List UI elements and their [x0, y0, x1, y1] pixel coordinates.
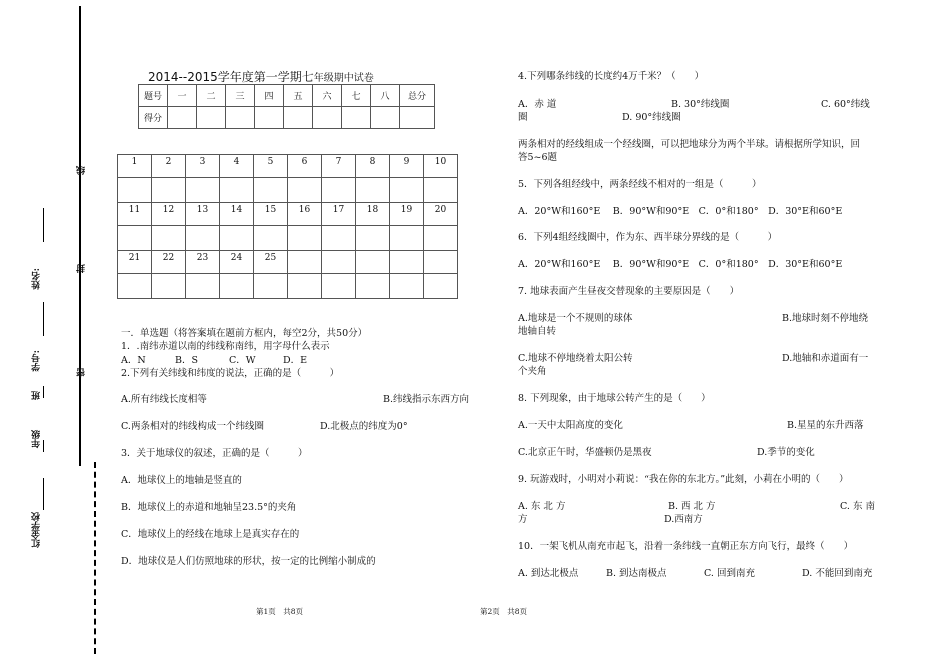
grid-number: 6	[288, 155, 322, 178]
answer-box[interactable]	[254, 178, 288, 203]
q7-option-d: D.地轴和赤道面有一	[782, 353, 869, 364]
q6-options: A．20°W和160°E B．90°W和90°E C．0°和180° D．30°E和60°E	[518, 259, 843, 270]
question-5: 5．下列各组经线中，两条经线不相对的一组是（ ）	[518, 179, 762, 190]
score-head-cell: 总分	[400, 85, 435, 107]
answer-box[interactable]	[118, 178, 152, 203]
q4-option-c-wrap: 圈	[518, 112, 528, 123]
q1-option-b: B．S	[175, 355, 198, 366]
grid-number: 19	[390, 203, 424, 226]
grid-number: 7	[322, 155, 356, 178]
seal-label-mi: 密	[77, 368, 87, 377]
name-label: 姓名:	[32, 268, 42, 290]
answer-box[interactable]	[356, 226, 390, 251]
q10-option-c: C. 回到南充	[704, 568, 755, 579]
grid-number: 1	[118, 155, 152, 178]
answer-box[interactable]	[288, 178, 322, 203]
answer-box[interactable]	[424, 226, 458, 251]
answer-box[interactable]	[186, 274, 220, 299]
score-cell	[342, 107, 371, 129]
q2-option-d: D.北极点的纬度为0°	[320, 421, 408, 432]
grid-number: 17	[322, 203, 356, 226]
q1-option-c: C．W	[229, 355, 256, 366]
score-head-cell: 题号	[139, 85, 168, 107]
q9-option-c: C. 东 南	[840, 501, 875, 512]
question-7: 7. 地球表面产生昼夜交替现象的主要原因是（ ）	[518, 286, 740, 297]
score-head-cell: 八	[371, 85, 400, 107]
page-footer-1: 第1页 共8页	[256, 607, 304, 616]
question-3: 3．关于地球仪的叙述，正确的是（ ）	[121, 448, 308, 459]
question-9: 9. 玩游戏时，小明对小莉说：“我在你的东北方。”此刻，小莉在小明的（ ）	[518, 474, 849, 485]
question-6: 6．下列4组经线圈中，作为东、西半球分界线的是（ ）	[518, 232, 778, 243]
q8-option-c: C.北京正午时，华盛顿仍是黑夜	[518, 447, 652, 458]
grade-label: 年级	[32, 430, 42, 448]
score-head-cell: 七	[342, 85, 371, 107]
q4-option-b: B. 30°纬线圈	[671, 99, 730, 110]
grid-number: 11	[118, 203, 152, 226]
q7-option-b-wrap: 地轴自转	[518, 326, 557, 337]
answer-box[interactable]	[152, 226, 186, 251]
score-head-cell: 六	[313, 85, 342, 107]
q2-option-a: A.所有纬线长度相等	[121, 394, 207, 405]
q4-option-d: D. 90°纬线圈	[622, 112, 681, 123]
answer-box-empty	[288, 274, 322, 299]
q3-option-b: B．地球仪上的赤道和地轴呈23.5°的夹角	[121, 502, 297, 513]
exam-title-sub: 年级期中试卷	[313, 73, 374, 84]
question-8: 8. 下列现象，由于地球公转产生的是（ ）	[518, 393, 711, 404]
q9-option-a: A. 东 北 方	[518, 501, 566, 512]
score-head-cell: 二	[197, 85, 226, 107]
grid-number: 9	[390, 155, 424, 178]
answer-box[interactable]	[152, 274, 186, 299]
q4-option-c: C. 60°纬线	[821, 99, 870, 110]
answer-box[interactable]	[390, 226, 424, 251]
grid-number-empty	[288, 251, 322, 274]
page-footer-2: 第2页 共8页	[480, 607, 528, 616]
q4-option-a: A．赤 道	[518, 99, 557, 110]
score-table	[138, 84, 435, 129]
answer-box[interactable]	[356, 178, 390, 203]
answer-box[interactable]	[118, 226, 152, 251]
score-cell	[255, 107, 284, 129]
answer-box[interactable]	[118, 274, 152, 299]
score-head-cell: 五	[284, 85, 313, 107]
exam-title-main: 2014--2015学年度第一学期七	[148, 70, 314, 84]
question-1-number: 1．.南纬	[121, 341, 159, 352]
q8-option-d: D.季节的变化	[757, 447, 815, 458]
score-head-cell: 一	[168, 85, 197, 107]
q9-option-b: B. 西 北 方	[668, 501, 716, 512]
score-cell	[226, 107, 255, 129]
q3-option-d: D．地球仪是人们仿照地球的形状，按一定的比例缩小制成的	[121, 556, 376, 567]
q5-options: A．20°W和160°E B．90°W和90°E C．0°和180° D．30°E和60°E	[518, 206, 843, 217]
grid-number: 18	[356, 203, 390, 226]
student-number-blank	[43, 302, 44, 336]
grid-number: 2	[152, 155, 186, 178]
class-blank	[43, 386, 44, 398]
q7-option-b: B.地球时刻不停地绕	[782, 313, 869, 324]
q3-option-a: A．地球仪上的地轴是竖直的	[121, 475, 242, 486]
q10-option-a: A. 到达北极点	[518, 568, 579, 579]
score-cell	[284, 107, 313, 129]
q7-option-c: C.地球不停地绕着太阳公转	[518, 353, 633, 364]
answer-grid	[117, 154, 458, 299]
grade-blank	[43, 440, 44, 452]
grid-number-empty	[390, 251, 424, 274]
q2-option-c: C.两条相对的纬线构成一个纬线圈	[121, 421, 264, 432]
grid-number: 24	[220, 251, 254, 274]
answer-box[interactable]	[254, 274, 288, 299]
name-blank	[43, 208, 44, 242]
grid-number-empty	[424, 251, 458, 274]
grid-number: 21	[118, 251, 152, 274]
grid-number: 20	[424, 203, 458, 226]
answer-box-empty	[322, 274, 356, 299]
seal-label-xian: 线	[77, 166, 87, 175]
score-head-cell: 四	[255, 85, 284, 107]
grid-number: 12	[152, 203, 186, 226]
grid-number: 8	[356, 155, 390, 178]
grid-number: 13	[186, 203, 220, 226]
section-heading: 一．单选题（将答案填在题前方框内，每空2分，共50分）	[121, 328, 368, 339]
q10-option-d: D. 不能回到南充	[802, 568, 873, 579]
q8-option-a: A.一天中太阳高度的变化	[518, 420, 623, 431]
question-1	[121, 338, 330, 352]
score-cell	[197, 107, 226, 129]
answer-box-empty	[356, 274, 390, 299]
grid-number: 5	[254, 155, 288, 178]
answer-box-empty	[424, 274, 458, 299]
question-1-text: 赤道以南的纬线称南纬，用字母什么表示	[158, 341, 330, 352]
q10-option-b: B. 到达南极点	[606, 568, 667, 579]
score-cell	[400, 107, 435, 129]
answer-box-empty	[390, 274, 424, 299]
score-cell	[168, 107, 197, 129]
grid-number: 3	[186, 155, 220, 178]
school-label: 红金学校	[32, 512, 42, 548]
score-cell	[313, 107, 342, 129]
answer-box[interactable]	[186, 178, 220, 203]
question-4: 4.下列哪条纬线的长度约4万千米？（ ）	[518, 71, 705, 82]
q2-option-b: B.纬线指示东西方向	[383, 394, 470, 405]
q1-option-d: D．E	[283, 355, 308, 366]
question-10: 10．一架飞机从南充市起飞，沿着一条纬线一直朝正东方向飞行，最终（ ）	[518, 541, 854, 552]
answer-box[interactable]	[152, 178, 186, 203]
answer-box[interactable]	[220, 274, 254, 299]
grid-number: 16	[288, 203, 322, 226]
answer-box[interactable]	[254, 226, 288, 251]
q7-option-a: A.地球是一个不规则的球体	[518, 313, 633, 324]
answer-box[interactable]	[288, 226, 322, 251]
grid-number-empty	[322, 251, 356, 274]
score-row-label: 得分	[139, 107, 168, 129]
student-number-label: 学号:	[32, 350, 42, 372]
grid-number: 14	[220, 203, 254, 226]
grid-number: 10	[424, 155, 458, 178]
intro-line-2: 答5~6题	[518, 152, 558, 163]
answer-box[interactable]	[322, 178, 356, 203]
answer-box[interactable]	[322, 226, 356, 251]
q8-option-b: B.星星的东升西落	[787, 420, 864, 431]
seal-label-feng: 封	[77, 264, 87, 273]
q1-option-a: A．N	[121, 355, 146, 366]
binding-dashed-line	[94, 462, 96, 654]
school-blank	[43, 478, 44, 510]
grid-number: 4	[220, 155, 254, 178]
intro-line-1: 两条相对的经线组成一个经线圈，可以把地球分为两个半球。请根据所学知识，回	[518, 139, 861, 150]
answer-box[interactable]	[220, 226, 254, 251]
answer-box[interactable]	[390, 178, 424, 203]
class-label: 班	[32, 391, 42, 400]
grid-number: 22	[152, 251, 186, 274]
q9-option-c-wrap: 方	[518, 514, 528, 525]
q9-option-d: D.西南方	[664, 514, 703, 525]
score-head-cell: 三	[226, 85, 255, 107]
exam-title	[148, 68, 374, 85]
question-2: 2.下列有关纬线和纬度的说法，正确的是（ ）	[121, 368, 340, 379]
binding-solid-line	[79, 6, 81, 466]
q3-option-c: C．地球仪上的经线在地球上是真实存在的	[121, 529, 300, 540]
grid-number: 25	[254, 251, 288, 274]
grid-number-empty	[356, 251, 390, 274]
grid-number: 15	[254, 203, 288, 226]
answer-box[interactable]	[424, 178, 458, 203]
grid-number: 23	[186, 251, 220, 274]
answer-box[interactable]	[186, 226, 220, 251]
answer-box[interactable]	[220, 178, 254, 203]
score-cell	[371, 107, 400, 129]
q7-option-d-wrap: 个夹角	[518, 366, 547, 377]
